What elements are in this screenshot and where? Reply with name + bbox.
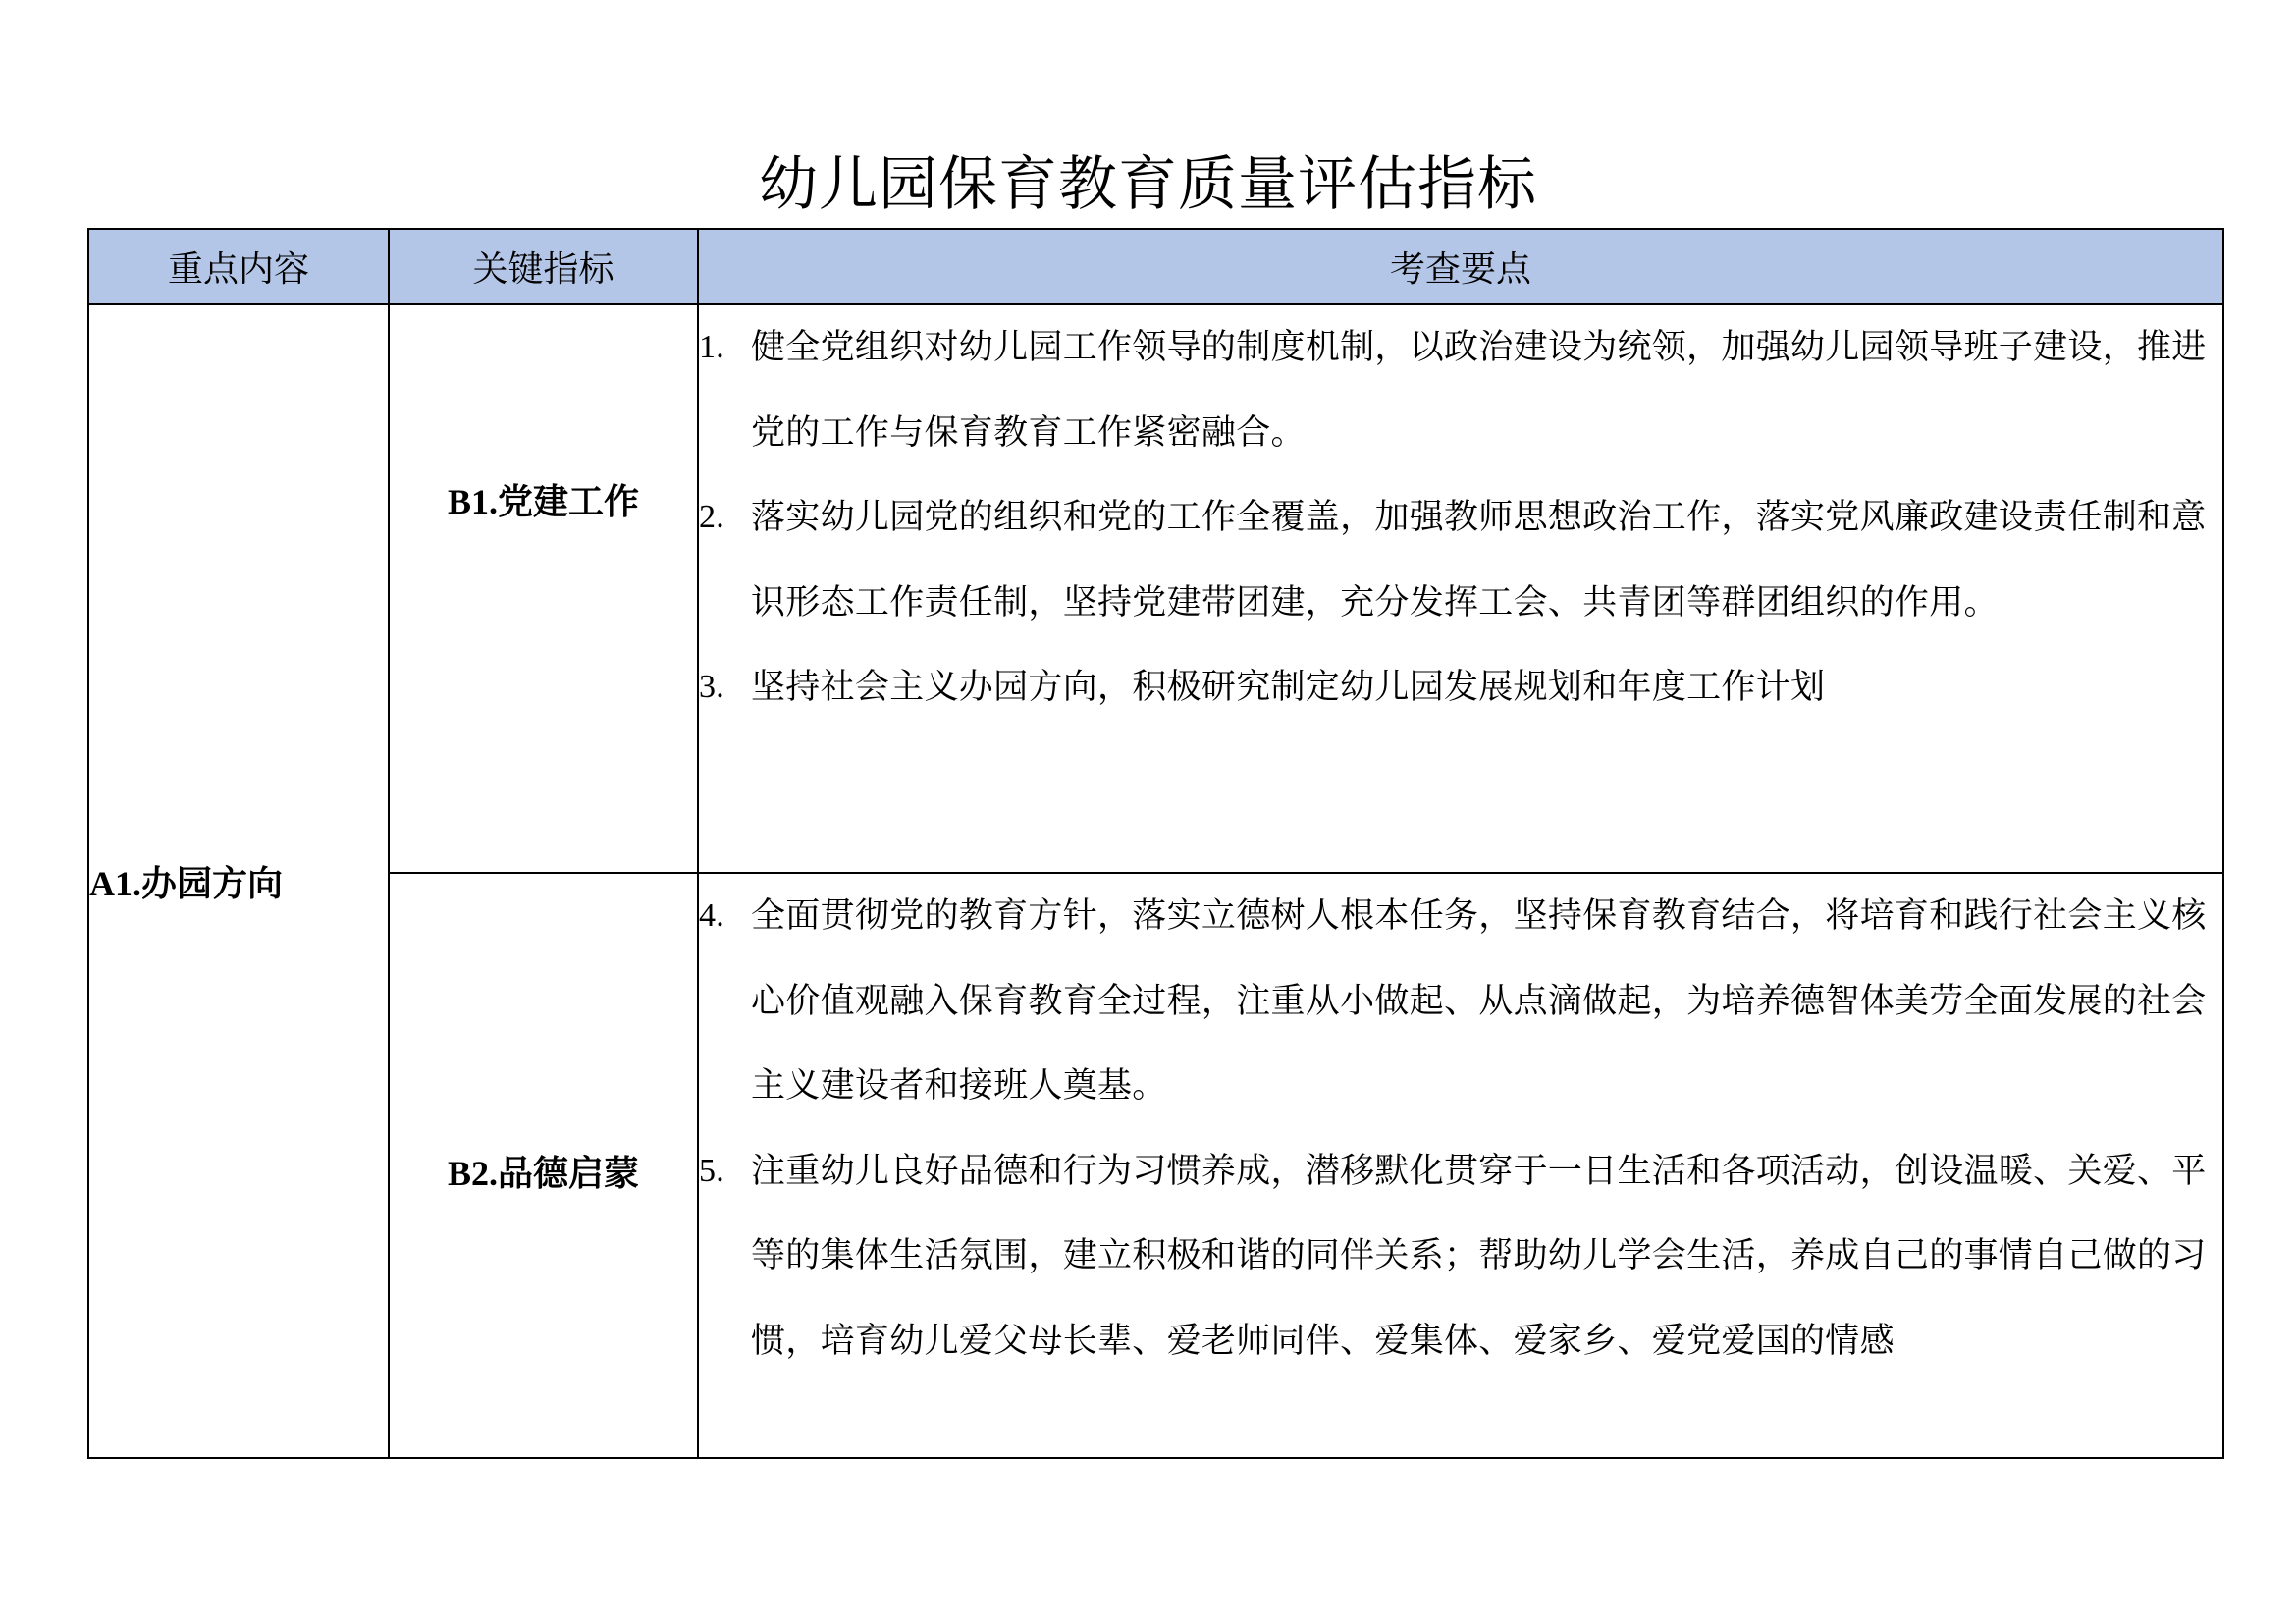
list-item: [699, 475, 2222, 645]
indicator-code: B1.: [447, 482, 498, 521]
item-number: 1.: [699, 329, 725, 365]
indicator-name: 党建工作: [498, 482, 640, 522]
check-points-cell-b2: [698, 873, 2223, 1458]
list-item: [699, 874, 2222, 1129]
item-number: 4.: [699, 897, 725, 934]
item-text: 全面贯彻党的教育方针，落实立德树人根本任务，坚持保育教育结合，将培育和践行社会主义核心价值观融入保育教育全过程，注重从小做起、从点滴做起，为培养德智体美劳全面发展的社会主义建设者和接班人奠基。: [751, 896, 2207, 1106]
header-focus-content: 重点内容: [88, 229, 389, 304]
header-check-points: 考查要点: [698, 229, 2223, 304]
indicator-label: [448, 1154, 639, 1194]
indicator-cell-b2: [389, 873, 698, 1458]
focus-content-cell: [88, 304, 389, 1458]
item-number: 5.: [699, 1152, 725, 1189]
table-row: [88, 873, 2223, 1458]
page-title: 幼儿园保育教育质量评估指标: [759, 150, 1537, 220]
item-text: 注重幼儿良好品德和行为习惯养成，潜移默化贯穿于一日生活和各项活动，创设温暖、关爱、平等的集体生活氛围，建立积极和谐的同伴关系；帮助幼儿学会生活，养成自己的事情自己做的习惯，培育幼儿爱父母长辈、爱老师同伴、爱集体、爱家乡、爱党爱国的情感: [751, 1151, 2207, 1361]
table-row: [88, 304, 2223, 873]
list-item: [699, 1129, 2222, 1384]
focus-label: [89, 864, 283, 904]
check-points-list: [699, 874, 2222, 1383]
check-points-list: [699, 305, 2222, 731]
item-number: 2.: [699, 499, 725, 535]
header-key-indicator: 关键指标: [389, 229, 698, 304]
list-item: [699, 645, 2222, 731]
table-header-row: [88, 229, 2223, 304]
indicator-label: [448, 482, 639, 522]
indicator-cell-b1: [389, 304, 698, 873]
evaluation-table: [87, 228, 2224, 1459]
indicator-code: B2.: [447, 1154, 498, 1193]
check-points-cell-b1: [698, 304, 2223, 873]
indicator-name: 品德启蒙: [498, 1154, 640, 1194]
focus-code: A1.: [89, 864, 141, 903]
item-text: 健全党组织对幼儿园工作领导的制度机制，以政治建设为统领，加强幼儿园领导班子建设，推进党的工作与保育教育工作紧密融合。: [751, 328, 2207, 453]
item-text: 坚持社会主义办园方向，积极研究制定幼儿园发展规划和年度工作计划: [751, 668, 1826, 707]
item-text: 落实幼儿园党的组织和党的工作全覆盖，加强教师思想政治工作，落实党风廉政建设责任制和意识形态工作责任制，坚持党建带团建，充分发挥工会、共青团等群团组织的作用。: [751, 498, 2207, 623]
item-number: 3.: [699, 669, 725, 705]
list-item: [699, 305, 2222, 475]
focus-name: 办园方向: [141, 864, 284, 904]
